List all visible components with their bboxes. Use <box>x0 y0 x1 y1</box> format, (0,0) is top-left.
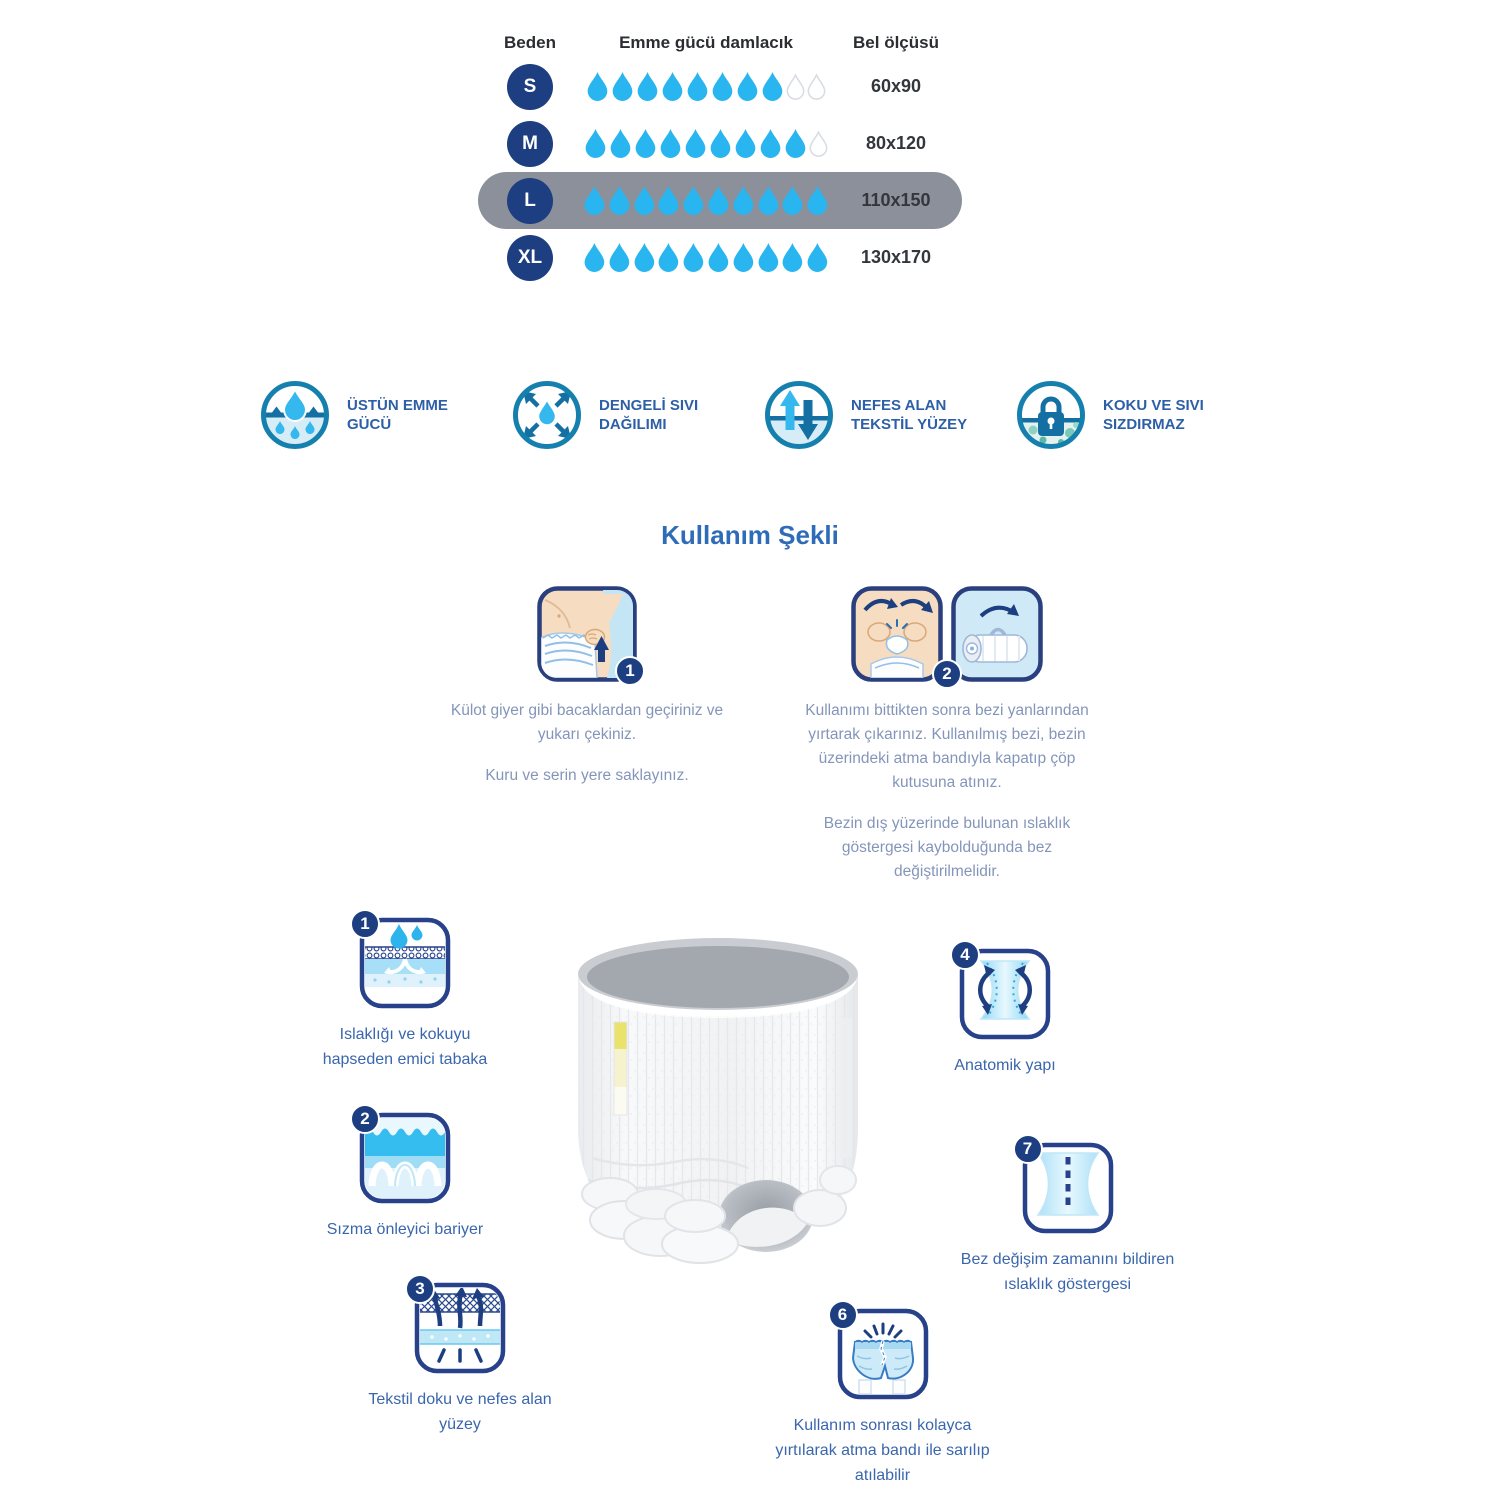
droplet-icon <box>633 185 656 216</box>
step-paragraph: Külot giyer gibi bacaklardan geçiriniz ve yukarı çekiniz. <box>450 702 724 744</box>
size-table <box>478 28 962 286</box>
size-badge: L <box>507 178 553 224</box>
step-number-badge: 2 <box>932 659 962 689</box>
droplet-icon <box>611 71 634 102</box>
product-photo <box>552 922 882 1272</box>
droplet-icon <box>807 74 826 100</box>
droplet-icon <box>583 242 606 273</box>
usage-step-1-illustration <box>537 586 637 682</box>
feature-label: ÜSTÜN EMME GÜCÜ <box>347 396 448 433</box>
feature-list <box>258 378 1268 452</box>
droplet-icon <box>686 71 709 102</box>
droplet-icon <box>736 71 759 102</box>
header-size: Beden <box>504 33 556 52</box>
callout-leak-barrier <box>300 1109 510 1243</box>
droplet-icon <box>711 71 734 102</box>
usage-step-2-illustration <box>851 586 1043 682</box>
size-badge: S <box>507 64 553 110</box>
waist-value: 130x170 <box>860 247 932 267</box>
size-badge: M <box>507 121 553 167</box>
callout-label: Anatomik yapı <box>954 1057 1056 1074</box>
header-waist: Bel ölçüsü <box>853 33 939 52</box>
odor-liquid-lock-icon <box>1014 378 1088 452</box>
callout-label: Islaklığı ve kokuyu hapseden emici tabaka <box>322 1026 488 1068</box>
feature-absorbency <box>258 378 510 452</box>
size-row-s <box>478 58 962 115</box>
droplet-icon <box>609 128 632 159</box>
usage-section-title: Kullanım Şekli <box>661 520 839 550</box>
callout-absorbent-layer <box>305 914 505 1073</box>
waist-value: 60x90 <box>870 76 922 96</box>
step-paragraph: Kullanımı bittikten sonra bezi yanlarından yırtarak çıkarınız. Kullanılmış bezi, bezin üzerindeki atma bandıyla kapatıp çöp kutusuna atınız. <box>805 702 1089 792</box>
header-absorbency: Emme gücü damlacık <box>619 33 793 52</box>
droplet-icon <box>682 185 705 216</box>
droplet-icon <box>661 71 684 102</box>
droplet-icon <box>608 185 631 216</box>
droplet-icon <box>707 185 730 216</box>
droplet-icon <box>657 185 680 216</box>
droplet-icon <box>809 131 828 157</box>
callout-label: Sızma önleyici bariyer <box>326 1221 484 1238</box>
absorbency-icon <box>258 378 332 452</box>
droplet-icon <box>682 242 705 273</box>
droplet-icon <box>761 71 784 102</box>
droplet-scale <box>582 71 830 102</box>
callout-number-badge: 6 <box>828 1300 858 1330</box>
step-number-badge: 1 <box>615 656 645 686</box>
callout-anatomic-shape <box>920 945 1090 1079</box>
droplet-scale <box>582 128 830 159</box>
step-paragraph: Bezin dış yüzerinde bulunan ıslaklık göstergesi kaybolduğunda bez değiştirilmelidir. <box>823 815 1071 881</box>
droplet-icon <box>657 242 680 273</box>
feature-label: KOKU VE SIVI SIZDIRMAZ <box>1103 396 1204 433</box>
size-row-l-selected <box>478 172 962 229</box>
size-row-xl <box>478 229 962 286</box>
feature-label: NEFES ALAN TEKSTİL YÜZEY <box>851 396 968 433</box>
droplet-icon <box>784 128 807 159</box>
droplet-icon <box>586 71 609 102</box>
droplet-icon <box>633 242 656 273</box>
usage-step-1 <box>432 586 742 788</box>
callout-label: Kullanım sonrası kolayca yırtılarak atma bandı ile sarılıp atılabilir <box>775 1417 990 1484</box>
droplet-icon <box>636 71 659 102</box>
callout-number-badge: 7 <box>1013 1134 1043 1164</box>
droplet-icon <box>759 128 782 159</box>
size-row-m <box>478 115 962 172</box>
feature-breathable <box>762 378 1014 452</box>
droplet-icon <box>806 185 829 216</box>
callout-easy-disposal <box>765 1305 1000 1488</box>
droplet-icon <box>732 185 755 216</box>
feature-distribution <box>510 378 762 452</box>
droplet-scale <box>582 185 830 216</box>
callout-number-badge: 1 <box>350 909 380 939</box>
callout-number-badge: 3 <box>405 1274 435 1304</box>
callout-textile-surface <box>350 1279 570 1438</box>
callout-label: Bez değişim zamanını bildiren ıslaklık göstergesi <box>960 1251 1175 1293</box>
droplet-scale <box>582 242 830 273</box>
size-badge: XL <box>507 235 553 281</box>
feature-label: DENGELİ SIVI DAĞILIMI <box>599 396 699 433</box>
breathable-textile-icon <box>762 378 836 452</box>
size-table-header <box>478 28 962 58</box>
droplet-icon <box>583 185 606 216</box>
waist-value: 80x120 <box>865 133 927 153</box>
droplet-icon <box>584 128 607 159</box>
droplet-icon <box>659 128 682 159</box>
droplet-icon <box>608 242 631 273</box>
droplet-icon <box>781 242 804 273</box>
callout-label: Tekstil doku ve nefes alan yüzey <box>368 1391 552 1433</box>
feature-odor-lock <box>1014 378 1266 452</box>
waist-value: 110x150 <box>861 190 931 210</box>
usage-step-2 <box>792 586 1102 884</box>
callout-wetness-indicator <box>950 1139 1185 1298</box>
droplet-icon <box>781 185 804 216</box>
liquid-distribution-icon <box>510 378 584 452</box>
droplet-icon <box>734 128 757 159</box>
droplet-icon <box>634 128 657 159</box>
callout-number-badge: 2 <box>350 1104 380 1134</box>
droplet-icon <box>684 128 707 159</box>
step-paragraph: Kuru ve serin yere saklayınız. <box>485 767 689 785</box>
callout-number-badge: 4 <box>950 940 980 970</box>
droplet-icon <box>757 185 780 216</box>
droplet-icon <box>732 242 755 273</box>
droplet-icon <box>757 242 780 273</box>
droplet-icon <box>786 74 805 100</box>
droplet-icon <box>806 242 829 273</box>
droplet-icon <box>707 242 730 273</box>
droplet-icon <box>709 128 732 159</box>
